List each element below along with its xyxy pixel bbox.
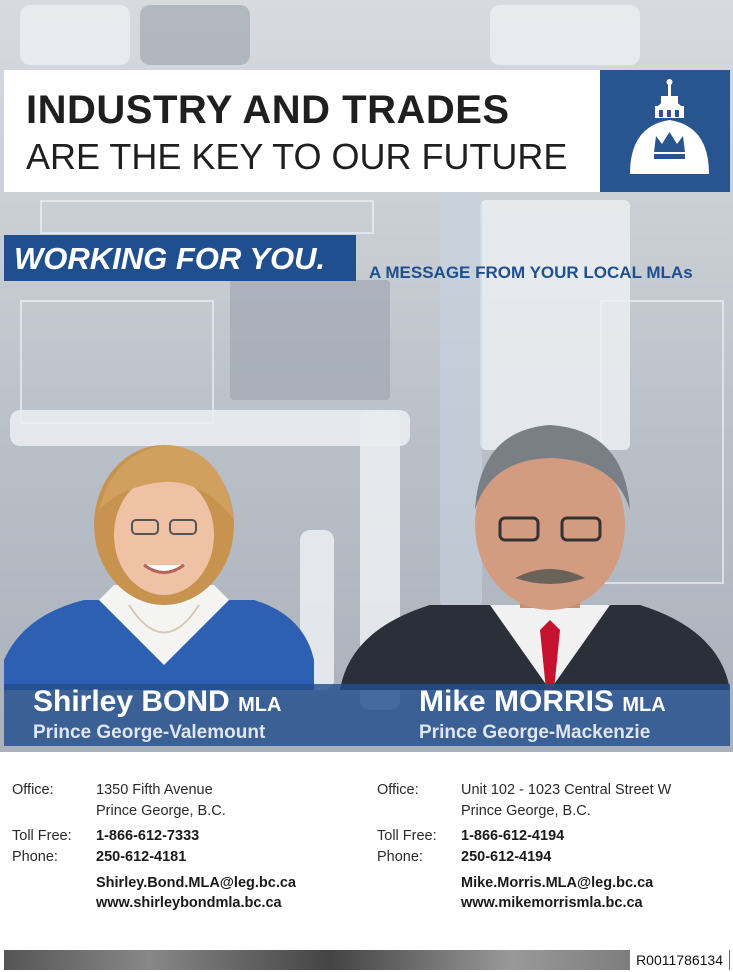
ad-number: R0011786134 (630, 950, 729, 970)
office-address-line2: Prince George, B.C. (96, 803, 226, 819)
tollfree-label: Toll Free: (12, 828, 72, 844)
mla-name-text: Shirley BOND (33, 685, 230, 718)
mla-title: MLA (238, 694, 282, 716)
office-label: Office: (377, 782, 419, 798)
email-link[interactable]: Mike.Morris.MLA@leg.bc.ca (461, 875, 654, 891)
mla-title: MLA (622, 694, 666, 716)
tollfree-number: 1-866-612-7333 (96, 828, 200, 844)
riding-prince-george-valemount: Prince George-Valemount (33, 722, 266, 743)
mla-name-text: Mike MORRIS (419, 685, 615, 718)
office-address-line1: 1350 Fifth Avenue (96, 782, 213, 798)
email-link[interactable]: Shirley.Bond.MLA@leg.bc.ca (96, 875, 296, 891)
legislature-crest-panel (600, 70, 730, 192)
mla-name-shirley-bond (33, 685, 281, 719)
tollfree-number: 1-866-612-4194 (461, 828, 565, 844)
office-address-line1: Unit 102 - 1023 Central Street W (461, 782, 672, 798)
phone-label: Phone: (12, 849, 58, 865)
website-link[interactable]: www.mikemorrismla.bc.ca (461, 895, 643, 911)
office-address-line2: Prince George, B.C. (461, 803, 591, 819)
riding-prince-george-mackenzie: Prince George-Mackenzie (419, 722, 651, 743)
legislature-dome-crown-icon (600, 70, 730, 192)
tollfree-label: Toll Free: (377, 828, 437, 844)
portrait-shirley-bond (4, 410, 334, 690)
slogan-text: WORKING FOR YOU. (14, 241, 326, 276)
website-link[interactable]: www.shirleybondmla.bc.ca (96, 895, 282, 911)
office-label: Office: (12, 782, 54, 798)
phone-number: 250-612-4181 (96, 849, 187, 865)
headline-box (4, 70, 600, 192)
message-subtitle: A MESSAGE FROM YOUR LOCAL MLAs (369, 263, 693, 282)
slogan-banner (4, 235, 356, 281)
headline-line-1: INDUSTRY AND TRADES (26, 88, 510, 132)
phone-label: Phone: (377, 849, 423, 865)
headline-line-2: ARE THE KEY TO OUR FUTURE (26, 136, 568, 177)
phone-number: 250-612-4194 (461, 849, 552, 865)
mla-name-mike-morris (419, 685, 666, 719)
portrait-mike-morris (340, 400, 730, 690)
footer-photo-strip (4, 950, 730, 970)
